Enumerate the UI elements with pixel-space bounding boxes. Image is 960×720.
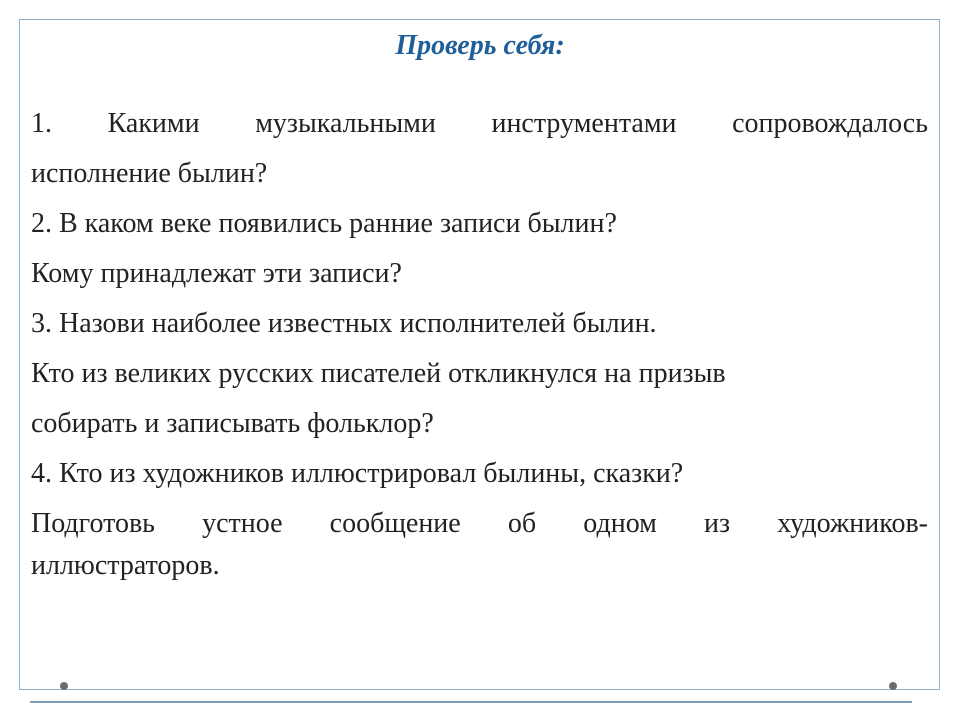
question-2-line-1: 2. В каком веке появились ранние записи былин? xyxy=(31,208,617,239)
right-corner-dot xyxy=(889,682,897,690)
question-3-line-1: 3. Назови наиболее известных исполнителей былин. xyxy=(31,308,657,339)
bottom-rule xyxy=(30,701,912,703)
question-3-line-2: Кто из великих русских писателей откликнулся на призыв xyxy=(31,358,726,389)
question-4-line-3: иллюстраторов. xyxy=(31,550,220,581)
question-4-line-1: 4. Кто из художников иллюстрировал былины, сказки? xyxy=(31,458,684,489)
question-4-line-2: Подготовь устное сообщение об одном из художников- xyxy=(31,508,928,539)
question-2-line-2: Кому принадлежат эти записи? xyxy=(31,258,402,289)
left-corner-dot xyxy=(60,682,68,690)
question-3-line-3: собирать и записывать фольклор? xyxy=(31,408,434,439)
slide-title: Проверь себя: xyxy=(395,30,565,61)
question-1-line-1: 1. Какими музыкальными инструментами сопровождалось xyxy=(31,108,928,139)
question-1-line-2: исполнение былин? xyxy=(31,158,268,189)
